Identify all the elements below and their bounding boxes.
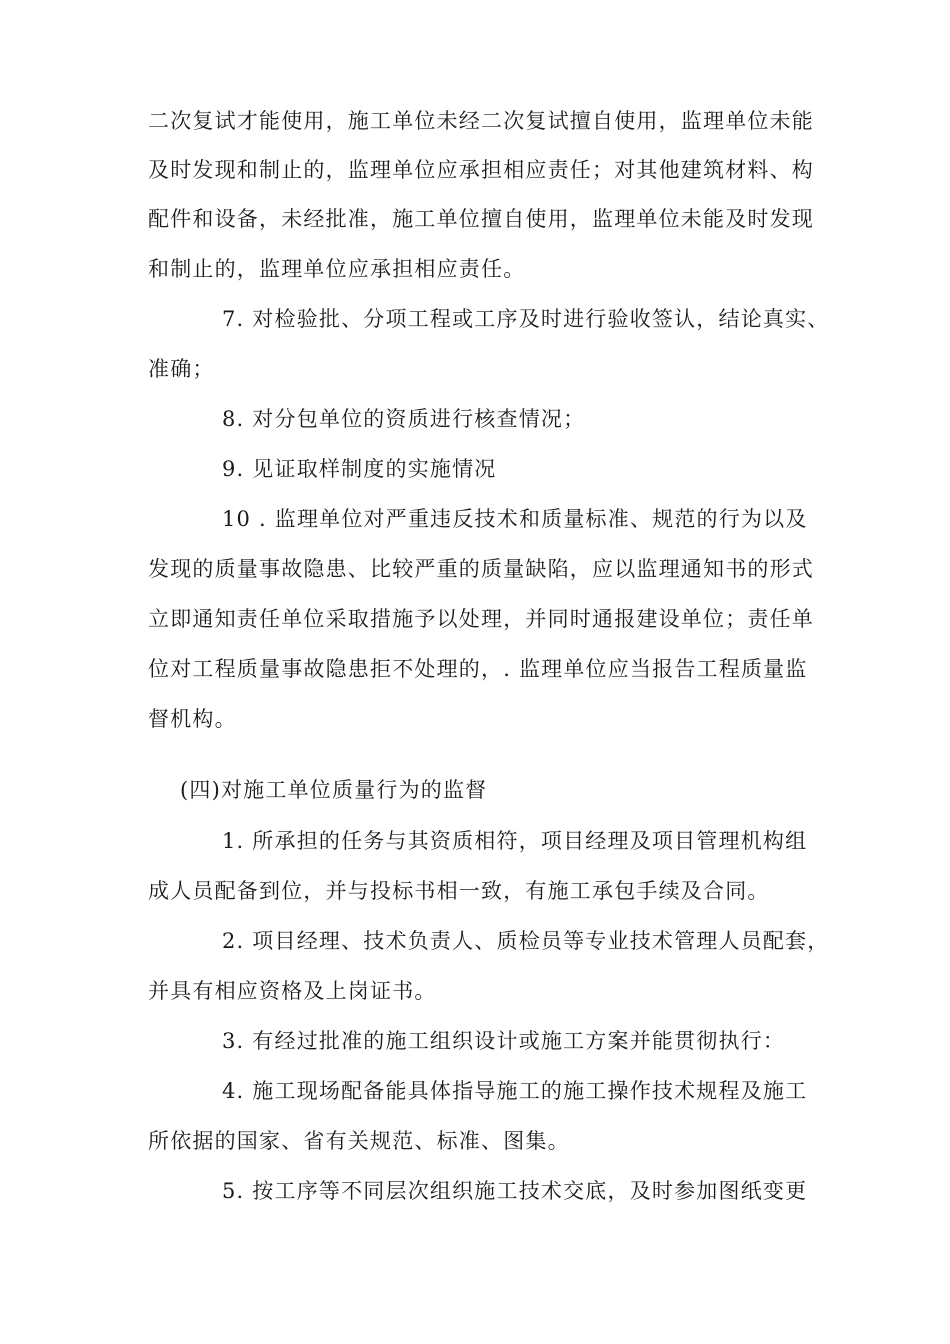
- list-item-2: 2. 项目经理、技术负责人、质检员等专业技术管理人员配套，: [222, 929, 830, 953]
- list-item-10: 10 . 监理单位对严重违反技术和质量标准、规范的行为以及: [222, 507, 808, 531]
- paragraph-line: 并具有相应资格及上岗证书。: [148, 979, 437, 1003]
- list-item-5: 5. 按工序等不同层次组织施工技术交底，及时参加图纸变更: [222, 1179, 808, 1203]
- list-item-7: 7. 对检验批、分项工程或工序及时进行验收签认，结论真实、: [222, 307, 830, 331]
- list-item-1: 1. 所承担的任务与其资质相符，项目经理及项目管理机构组: [222, 829, 808, 853]
- paragraph-line: 成人员配备到位，并与投标书相一致，有施工承包手续及合同。: [148, 879, 770, 903]
- paragraph-line: 二次复试才能使用，施工单位未经二次复试擅自使用，监理单位未能: [148, 109, 814, 133]
- paragraph-line: 立即通知责任单位采取措施予以处理，并同时通报建设单位；责任单: [148, 607, 814, 631]
- paragraph-line: 位对工程质量事故隐患拒不处理的，. 监理单位应当报告工程质量监: [148, 657, 808, 681]
- paragraph-line: 所依据的国家、省有关规范、标准、图集。: [148, 1129, 570, 1153]
- list-item-8: 8. 对分包单位的资质进行核查情况；: [222, 407, 586, 431]
- paragraph-line: 发现的质量事故隐患、比较严重的质量缺陷，应以监理通知书的形式: [148, 557, 814, 581]
- paragraph-line: 和制止的，监理单位应承担相应责任。: [148, 257, 526, 281]
- paragraph-line: 准确；: [148, 357, 215, 381]
- section-heading: (四)对施工单位质量行为的监督: [180, 778, 488, 802]
- list-item-3: 3. 有经过批准的施工组织设计或施工方案并能贯彻执行：: [222, 1029, 786, 1053]
- list-item-9: 9. 见证取样制度的实施情况: [222, 457, 497, 481]
- paragraph-line: 及时发现和制止的，监理单位应承担相应责任；对其他建筑材料、构: [148, 158, 814, 182]
- list-item-4: 4. 施工现场配备能具体指导施工的施工操作技术规程及施工: [222, 1079, 808, 1103]
- paragraph-line: 配件和设备，未经批准，施工单位擅自使用，监理单位未能及时发现: [148, 207, 814, 231]
- paragraph-line: 督机构。: [148, 707, 237, 731]
